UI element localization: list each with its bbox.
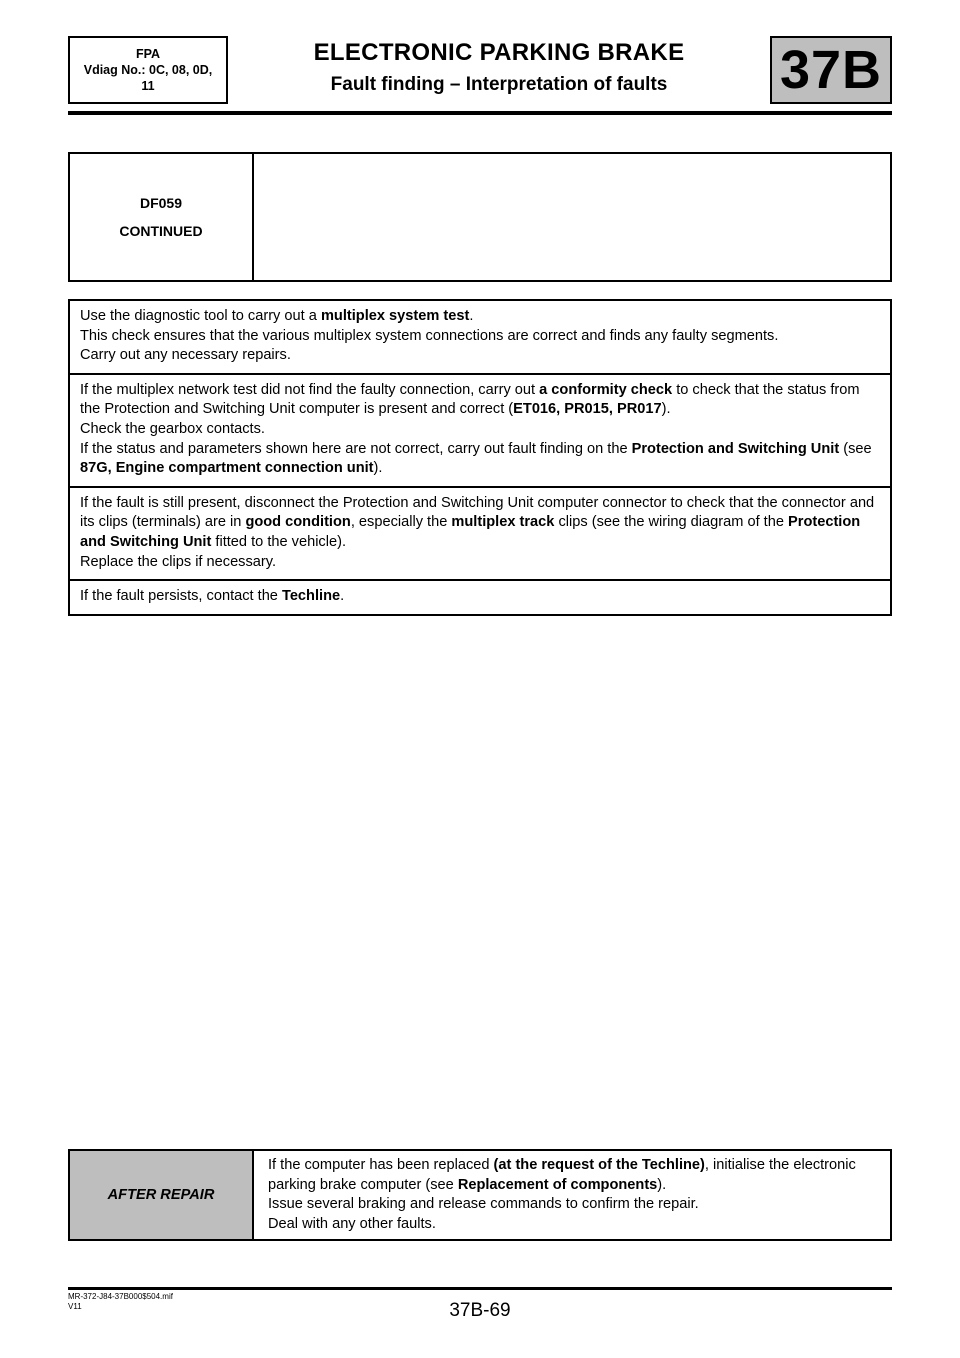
- after-repair-text: If the computer has been replaced: [268, 1157, 494, 1173]
- step-text: (see: [839, 440, 872, 457]
- procedure-step-4: [70, 581, 890, 614]
- step-text: .: [469, 308, 474, 324]
- header-vdiag-numbers-cont: 11: [141, 79, 155, 93]
- footer-version: V11: [68, 1302, 82, 1311]
- page-subtitle: Fault finding – Interpretation of faults: [330, 74, 668, 95]
- fault-description-cell: [254, 154, 890, 280]
- page-number: 37B-69: [449, 1300, 511, 1321]
- step-text: Check the gearbox contacts.: [80, 420, 265, 437]
- step-text: This check ensures that the various multiplex system connections are correct and finds any faulty segments.: [80, 327, 779, 344]
- step-text: ).: [373, 460, 383, 477]
- step-emphasis: Protection and Switching Unit: [80, 514, 861, 550]
- header-vehicle-code: FPA: [135, 47, 161, 61]
- fault-status: CONTINUED: [119, 223, 203, 239]
- footer-divider: [68, 1287, 892, 1290]
- header-title-block: [232, 36, 766, 104]
- step-text: ).: [661, 401, 671, 418]
- after-repair-box: [68, 1149, 892, 1241]
- after-repair-text: Deal with any other faults.: [268, 1215, 436, 1232]
- step-emphasis: multiplex system test: [320, 308, 470, 324]
- step-text: Use the diagnostic tool to carry out a: [80, 308, 321, 324]
- step-text: If the fault is still present, disconnect the Protection and Switching Unit computer connector to check that the connector and its clips (terminals) are in: [80, 494, 875, 531]
- step-text: .: [340, 588, 345, 605]
- step-text: clips (see the wiring diagram of the: [554, 514, 789, 531]
- step-text: Carry out any necessary repairs.: [80, 347, 291, 364]
- procedure-step-2: [70, 375, 890, 488]
- step-emphasis: Techline: [281, 588, 341, 605]
- procedure-table: [68, 299, 892, 616]
- section-code: 37B: [770, 36, 892, 104]
- procedure-step-3: [70, 488, 890, 581]
- step-text: , especially the: [350, 514, 452, 531]
- step-emphasis: ET016, PR015, PR017: [513, 401, 662, 418]
- footer-file-name: MR-372-J84-37B000$504.mif: [68, 1292, 173, 1301]
- after-repair-instructions: [254, 1151, 890, 1239]
- page-title: ELECTRONIC PARKING BRAKE: [313, 39, 685, 66]
- after-repair-emphasis: (at the request of the Techline): [493, 1157, 705, 1173]
- after-repair-text: ).: [657, 1176, 667, 1193]
- step-text: If the multiplex network test did not find the faulty connection, carry out: [80, 381, 540, 398]
- after-repair-emphasis: Replacement of components: [457, 1176, 658, 1193]
- step-text: fitted to the vehicle).: [211, 533, 347, 550]
- step-emphasis: multiplex track: [451, 514, 555, 531]
- step-emphasis: 87G, Engine compartment connection unit: [80, 460, 374, 477]
- fault-header-box: [68, 152, 892, 282]
- step-text: Replace the clips if necessary.: [80, 553, 277, 570]
- step-text: If the status and parameters shown here are not correct, carry out fault finding on the: [80, 440, 632, 457]
- step-text: If the fault persists, contact the: [80, 588, 282, 605]
- step-text: to check that the status from the Protection and Switching Unit computer is present and correct (: [80, 381, 860, 418]
- after-repair-text: , initialise the electronic parking brake computer (see: [268, 1157, 856, 1193]
- after-repair-text: Issue several braking and release commands to confirm the repair.: [268, 1196, 699, 1213]
- step-emphasis: Protection and Switching Unit: [631, 440, 840, 457]
- after-repair-label: AFTER REPAIR: [70, 1151, 254, 1239]
- header-vehicle-info: [68, 36, 228, 104]
- fault-id-cell: [70, 154, 254, 280]
- step-emphasis: a conformity check: [539, 381, 673, 398]
- step-emphasis: good condition: [245, 514, 351, 531]
- header-vdiag-numbers: Vdiag No.: 0C, 08, 0D,: [83, 63, 213, 77]
- procedure-step-1: [70, 301, 890, 375]
- fault-code: DF059: [139, 195, 183, 211]
- header-divider: [68, 111, 892, 115]
